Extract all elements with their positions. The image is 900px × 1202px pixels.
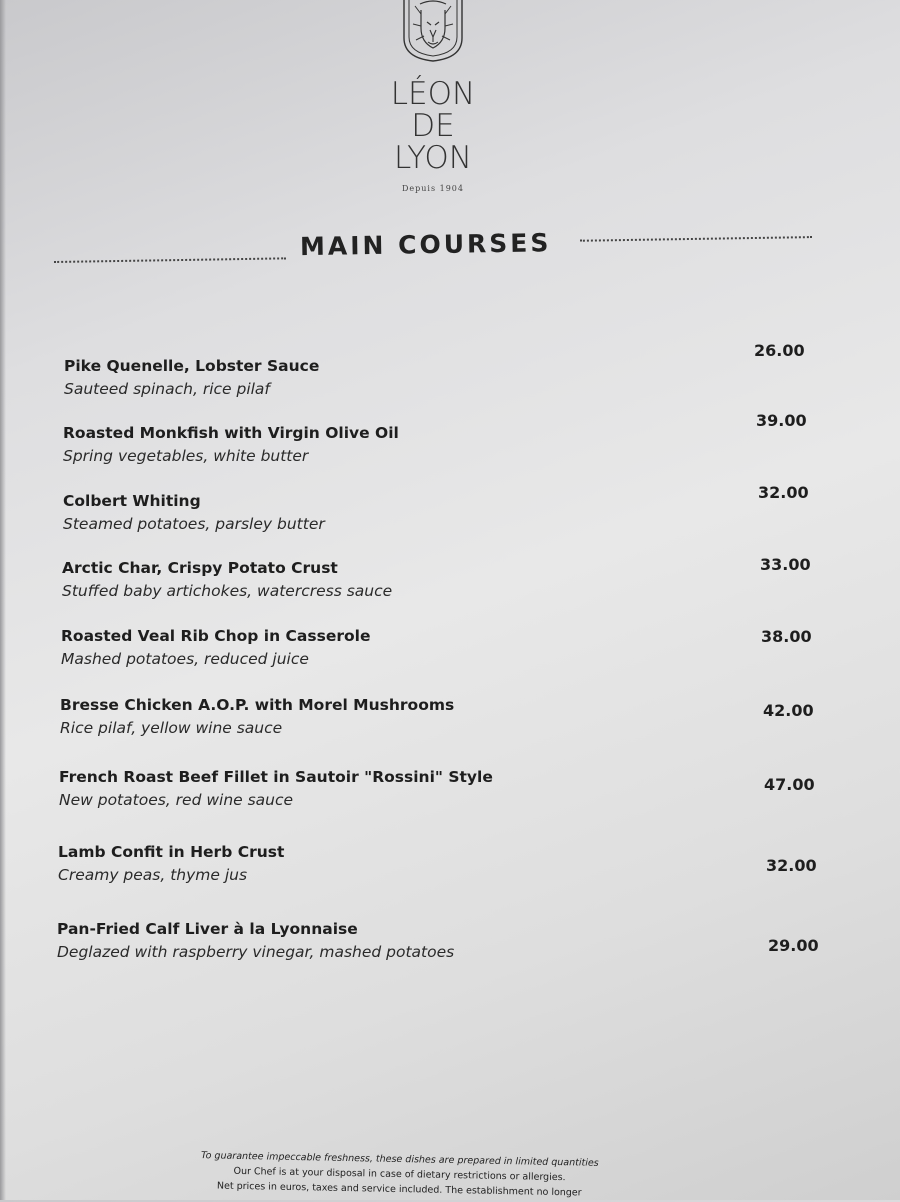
logo-name-line-2: DE LYON	[394, 108, 472, 176]
dish-price: 39.00	[756, 411, 807, 430]
dish-name: Arctic Char, Crispy Potato Crust	[62, 559, 338, 577]
menu-item	[58, 843, 828, 884]
dish-name: Colbert Whiting	[63, 492, 201, 510]
menu-item	[61, 627, 831, 668]
dish-name: Bresse Chicken A.O.P. with Morel Mushrooms	[60, 696, 455, 714]
dish-name: Lamb Confit in Herb Crust	[58, 843, 285, 861]
dish-name: Roasted Veal Rib Chop in Casserole	[61, 627, 371, 645]
footer-price-note: Net prices in euros, taxes and service included. The establishment no longer	[216, 1180, 582, 1199]
dish-price: 29.00	[768, 936, 819, 955]
footer-freshness-note: To guarantee impeccable freshness, these dishes are prepared in limited quantities	[200, 1150, 599, 1169]
dish-price: 38.00	[761, 627, 812, 646]
dish-description: Creamy peas, thyme jus	[58, 866, 248, 884]
menu-item	[60, 696, 830, 737]
dish-description: Sauteed spinach, rice pilaf	[64, 380, 270, 398]
menu-item	[57, 920, 827, 961]
dish-price: 33.00	[760, 555, 811, 574]
menu-item	[64, 357, 834, 398]
dish-description: Deglazed with raspberry vinegar, mashed potatoes	[57, 943, 455, 961]
dish-price: 32.00	[766, 856, 817, 875]
dish-price: 26.00	[754, 341, 805, 360]
dish-price: 42.00	[763, 701, 814, 720]
logo-tagline: Depuis 1904	[402, 184, 464, 193]
dish-name: Pike Quenelle, Lobster Sauce	[64, 357, 320, 375]
dish-name: Pan-Fried Calf Liver à la Lyonnaise	[57, 920, 358, 938]
section-title: MAIN COURSES	[299, 228, 552, 262]
dish-description: Steamed potatoes, parsley butter	[63, 515, 325, 533]
dish-description: Mashed potatoes, reduced juice	[61, 650, 309, 668]
menu-item	[59, 768, 829, 809]
dish-description: Rice pilaf, yellow wine sauce	[60, 719, 283, 737]
dish-description: New potatoes, red wine sauce	[59, 791, 294, 809]
menu-item	[63, 424, 833, 465]
dish-price: 47.00	[764, 775, 815, 794]
menu-item	[63, 492, 833, 533]
menu-footer-notes	[159, 1147, 640, 1201]
dish-name: Roasted Monkfish with Virgin Olive Oil	[63, 424, 399, 442]
footer-allergy-note: Our Chef is at your disposal in case of dietary restrictions or allergies.	[233, 1165, 566, 1184]
dish-description: Stuffed baby artichokes, watercress sauce	[62, 582, 393, 600]
logo-name-line-1: LÉON	[390, 76, 476, 112]
dish-price: 32.00	[758, 483, 809, 502]
dish-description: Spring vegetables, white butter	[63, 447, 309, 465]
menu-item	[62, 559, 832, 600]
dish-name: French Roast Beef Fillet in Sautoir "Rossini" Style	[59, 768, 493, 786]
